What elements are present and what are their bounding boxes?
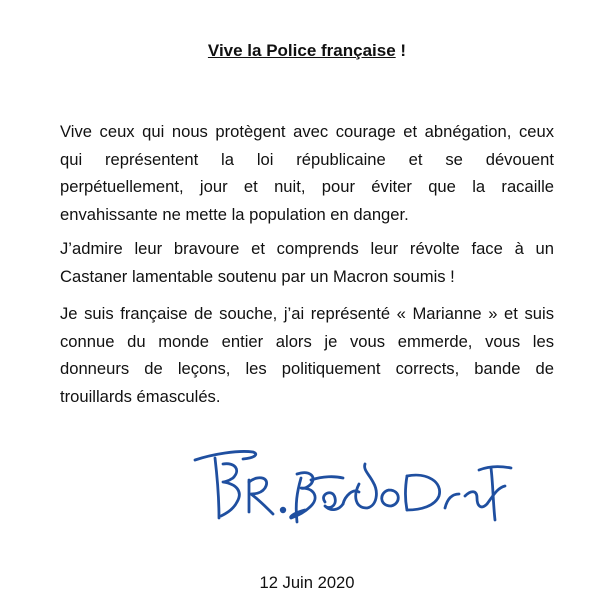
handwritten-signature — [193, 440, 515, 528]
paragraph-1: Vive ceux qui nous protègent avec courage et abnégation, ceux qui représentent la loi républicaine et se dévouent perpétuellement, jour et nuit, pour éviter que la racaille envahissante ne mette la population en danger. — [60, 122, 554, 224]
title-exclamation: ! — [395, 41, 407, 60]
paragraph-2: J’admire leur bravoure et comprends leur révolte face à un Castaner lamentable soutenu par un Macron soumis ! — [60, 239, 554, 286]
title-main: Vive la Police française — [207, 41, 396, 60]
letter-date: 12 Juin 2020 — [259, 573, 355, 592]
letter-title — [0, 40, 614, 62]
paragraph-3: Je suis française de souche, j’ai représenté « Marianne » et suis connue du monde entier alors je vous emmerde, vous les donneurs de leçons, les politiquement corrects, bande de trouillards émasculés. — [60, 304, 554, 406]
